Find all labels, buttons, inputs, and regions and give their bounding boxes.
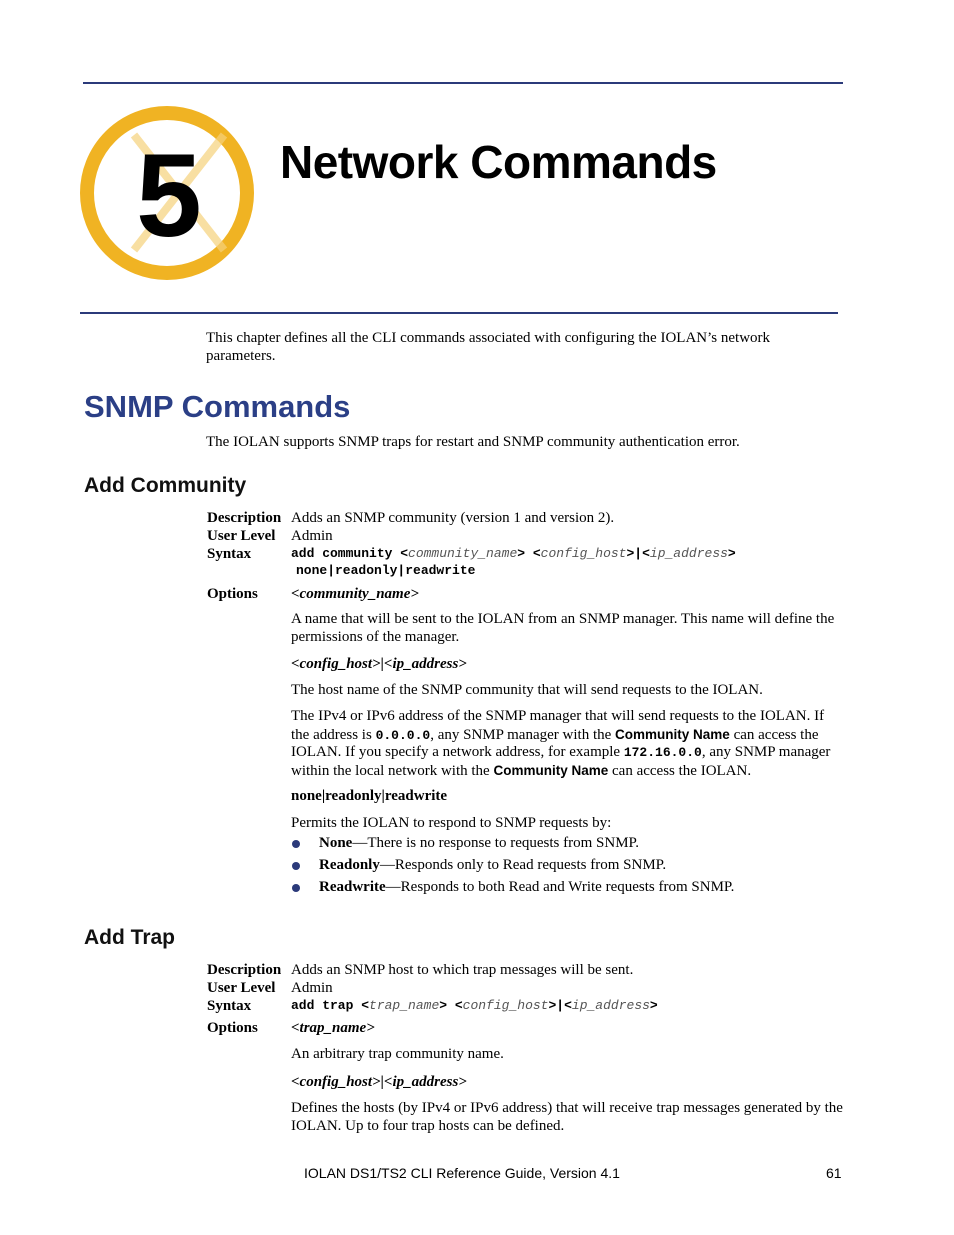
chapter-number-logo	[74, 100, 264, 290]
bullet-dot	[292, 884, 300, 892]
option-trap-host: <config_host>|<ip_address>	[291, 1074, 467, 1090]
option-access-level-text: Permits the IOLAN to respond to SNMP requests by:	[291, 815, 612, 831]
snmp-intro: The IOLAN supports SNMP traps for restart and SNMP community authentication error.	[206, 434, 740, 450]
chapter-title: Network Commands	[280, 136, 717, 188]
bullet-readonly: Readonly—Responds only to Read requests from SNMP.	[319, 857, 667, 873]
user-level-value: Admin	[291, 528, 333, 544]
trap-syntax-label: Syntax	[207, 998, 252, 1014]
option-config-host-text-2: The IPv4 or IPv6 address of the SNMP manager that will send requests to the IOLAN. If the address is 0.0.0.0, any SNMP manager with the Community Name can access the IOLAN. If you specify a network address, for example 172.16.0.0, any SNMP manager within the local network with the Community Name can access the IOLAN.	[291, 708, 831, 779]
page-number: 61	[826, 1165, 842, 1181]
option-config-host: <config_host>|<ip_address>	[291, 656, 467, 672]
option-community-name: <community_name>	[291, 586, 419, 602]
footer-title: IOLAN DS1/TS2 CLI Reference Guide, Version 4.1	[304, 1165, 620, 1181]
add-community-heading: Add Community	[84, 474, 247, 497]
user-level-label: User Level	[207, 528, 276, 544]
chapter-intro: This chapter defines all the CLI commands associated with configuring the IOLAN’s network parameters.	[206, 330, 771, 364]
trap-user-level-value: Admin	[291, 980, 333, 996]
option-trap-name: <trap_name>	[291, 1020, 375, 1036]
bullet-dot	[292, 862, 300, 870]
snmp-heading: SNMP Commands	[84, 389, 351, 424]
chapter-number: 5	[136, 130, 202, 262]
syntax-line-1: add community <community_name> <config_host>|<ip_address>	[291, 546, 736, 561]
option-community-name-text: A name that will be sent to the IOLAN from an SNMP manager. This name will define the permissions of the manager.	[291, 611, 835, 645]
description-value: Adds an SNMP community (version 1 and version 2).	[291, 510, 615, 526]
option-trap-name-text: An arbitrary trap community name.	[291, 1046, 504, 1062]
trap-syntax: add trap <trap_name> <config_host>|<ip_address>	[291, 998, 658, 1013]
top-rule	[83, 82, 843, 84]
bullet-none: None—There is no response to requests from SNMP.	[319, 835, 639, 851]
option-trap-host-text: Defines the hosts (by IPv4 or IPv6 address) that will receive trap messages generated by the IOLAN. Up to four trap hosts can be defined.	[291, 1100, 843, 1134]
description-label: Description	[207, 510, 282, 526]
bullet-dot	[292, 840, 300, 848]
add-trap-heading: Add Trap	[84, 926, 176, 949]
options-label: Options	[207, 586, 258, 602]
syntax-line-2: none|readonly|readwrite	[296, 563, 476, 578]
trap-options-label: Options	[207, 1020, 258, 1036]
syntax-label: Syntax	[207, 546, 252, 562]
bullet-readwrite: Readwrite—Responds to both Read and Write requests from SNMP.	[319, 879, 735, 895]
option-access-level: none|readonly|readwrite	[291, 788, 448, 804]
trap-description-label: Description	[207, 962, 282, 978]
chapter-rule	[80, 312, 838, 314]
trap-user-level-label: User Level	[207, 980, 276, 996]
option-config-host-text-1: The host name of the SNMP community that will send requests to the IOLAN.	[291, 682, 763, 698]
trap-description-value: Adds an SNMP host to which trap messages will be sent.	[291, 962, 634, 978]
